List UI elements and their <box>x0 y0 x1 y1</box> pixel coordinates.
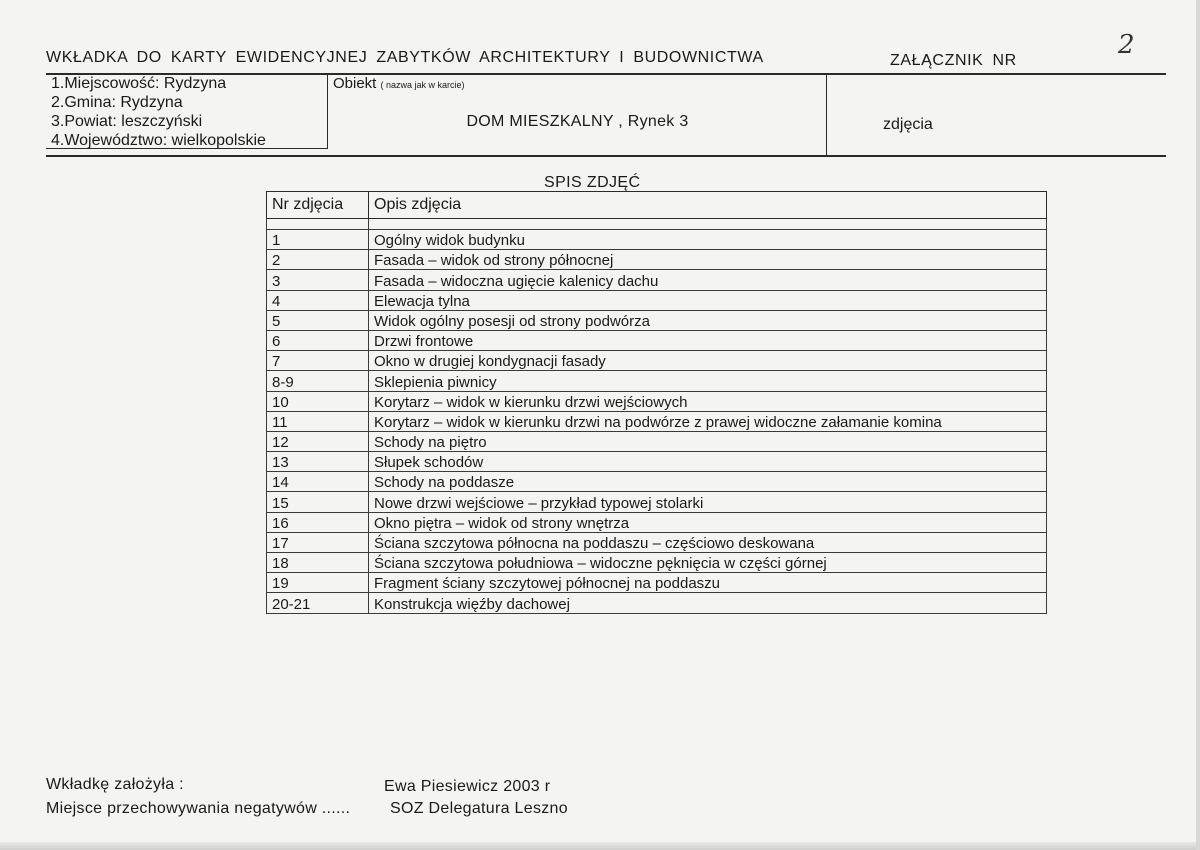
photo-number-cell: 4 <box>267 290 369 310</box>
photo-description-cell: Korytarz – widok w kierunku drzwi na podwórze z prawej widoczne załamanie komina <box>369 411 1047 431</box>
created-by-value: Ewa Piesiewicz 2003 r <box>384 778 551 795</box>
photo-number-cell: 3 <box>267 270 369 290</box>
photo-number-cell: 8-9 <box>267 371 369 391</box>
photos-label: zdjęcia <box>883 116 933 133</box>
object-label-note: ( nazwa jak w karcie) <box>380 80 465 90</box>
table-row <box>267 492 1047 512</box>
table-row <box>267 250 1047 270</box>
photo-description-cell: Sklepienia piwnicy <box>369 371 1047 391</box>
photo-description-cell: Ściana szczytowa południowa – widoczne pęknięcia w części górnej <box>369 553 1047 573</box>
negatives-value: SOZ Delegatura Leszno <box>390 800 568 817</box>
header-title-line <box>46 47 1166 75</box>
object-label <box>333 75 465 92</box>
photo-number-cell: 20-21 <box>267 593 369 613</box>
table-spacer-row <box>267 219 1047 230</box>
table-row <box>267 270 1047 290</box>
table-row <box>267 290 1047 310</box>
photo-description-cell: Drzwi frontowe <box>369 330 1047 350</box>
header-info-box <box>46 74 1166 157</box>
table-row <box>267 553 1047 573</box>
table-row <box>267 532 1047 552</box>
photo-number-cell: 17 <box>267 532 369 552</box>
table-row <box>267 411 1047 431</box>
photo-description-cell: Widok ogólny posesji od strony podwórza <box>369 310 1047 330</box>
location-column <box>46 74 328 149</box>
location-gmina: 2.Gmina: Rydzyna <box>51 94 183 111</box>
table-row <box>267 391 1047 411</box>
photo-description-cell: Ogólny widok budynku <box>369 230 1047 250</box>
photo-number-cell: 13 <box>267 452 369 472</box>
photo-description-cell: Nowe drzwi wejściowe – przykład typowej stolarki <box>369 492 1047 512</box>
photo-number-cell: 7 <box>267 351 369 371</box>
table-row <box>267 472 1047 492</box>
photo-number-cell: 5 <box>267 310 369 330</box>
photo-number-cell: 1 <box>267 230 369 250</box>
photo-number-cell: 10 <box>267 391 369 411</box>
photo-number-cell: 6 <box>267 330 369 350</box>
object-column <box>329 74 827 155</box>
table-row <box>267 330 1047 350</box>
table-row <box>267 593 1047 613</box>
photo-number-cell: 2 <box>267 250 369 270</box>
photo-description-cell: Schody na piętro <box>369 431 1047 451</box>
photo-number-cell: 15 <box>267 492 369 512</box>
page-title: WKŁADKA DO KARTY EWIDENCYJNEJ ZABYTKÓW ARCHITEKTURY I BUDOWNICTWA <box>46 49 764 66</box>
location-miejscowosc: 1.Miejscowość: Rydzyna <box>51 75 227 92</box>
photo-number-cell: 16 <box>267 512 369 532</box>
annex-number-handwritten: 2 <box>1118 30 1135 60</box>
scan-right-edge <box>1196 0 1200 850</box>
photo-number-cell: 11 <box>267 411 369 431</box>
photo-description-cell: Elewacja tylna <box>369 290 1047 310</box>
photo-description-cell: Okno w drugiej kondygnacji fasady <box>369 351 1047 371</box>
photo-list-body <box>267 219 1047 614</box>
photo-description-cell: Słupek schodów <box>369 452 1047 472</box>
photo-description-cell: Fragment ściany szczytowej północnej na poddaszu <box>369 573 1047 593</box>
photo-number-cell: 18 <box>267 553 369 573</box>
table-row <box>267 371 1047 391</box>
photo-number-cell: 14 <box>267 472 369 492</box>
photo-list-title: SPIS ZDJĘĆ <box>544 174 641 191</box>
object-name: DOM MIESZKALNY , Rynek 3 <box>466 113 689 130</box>
photo-number-cell: 19 <box>267 573 369 593</box>
location-powiat: 3.Powiat: leszczyński <box>51 113 203 130</box>
table-row <box>267 573 1047 593</box>
created-by-label: Wkładkę założyła : <box>46 776 184 793</box>
object-label-text: Obiekt <box>333 75 377 92</box>
photo-number-cell: 12 <box>267 431 369 451</box>
photo-description-cell: Ściana szczytowa północna na poddaszu – częściowo deskowana <box>369 532 1047 552</box>
table-row <box>267 452 1047 472</box>
table-header-row <box>267 192 1047 219</box>
table-row <box>267 310 1047 330</box>
photo-list-table <box>266 191 1047 614</box>
table-row <box>267 230 1047 250</box>
photo-description-cell: Korytarz – widok w kierunku drzwi wejściowych <box>369 391 1047 411</box>
table-row <box>267 512 1047 532</box>
photo-description-cell: Fasada – widoczna ugięcie kalenicy dachu <box>369 270 1047 290</box>
annex-label: ZAŁĄCZNIK NR <box>890 52 1017 69</box>
location-wojewodztwo: 4.Województwo: wielkopolskie <box>51 132 266 149</box>
photo-description-cell: Okno piętra – widok od strony wnętrza <box>369 512 1047 532</box>
table-row <box>267 431 1047 451</box>
table-row <box>267 351 1047 371</box>
scan-bottom-edge <box>0 842 1200 850</box>
photo-description-cell: Konstrukcja więźby dachowej <box>369 593 1047 613</box>
photos-column <box>827 74 1166 155</box>
photo-description-cell: Fasada – widok od strony północnej <box>369 250 1047 270</box>
photo-description-cell: Schody na poddasze <box>369 472 1047 492</box>
negatives-label: Miejsce przechowywania negatywów ...... <box>46 800 351 817</box>
column-header-nr: Nr zdjęcia <box>267 192 369 219</box>
column-header-opis: Opis zdjęcia <box>369 192 1047 219</box>
